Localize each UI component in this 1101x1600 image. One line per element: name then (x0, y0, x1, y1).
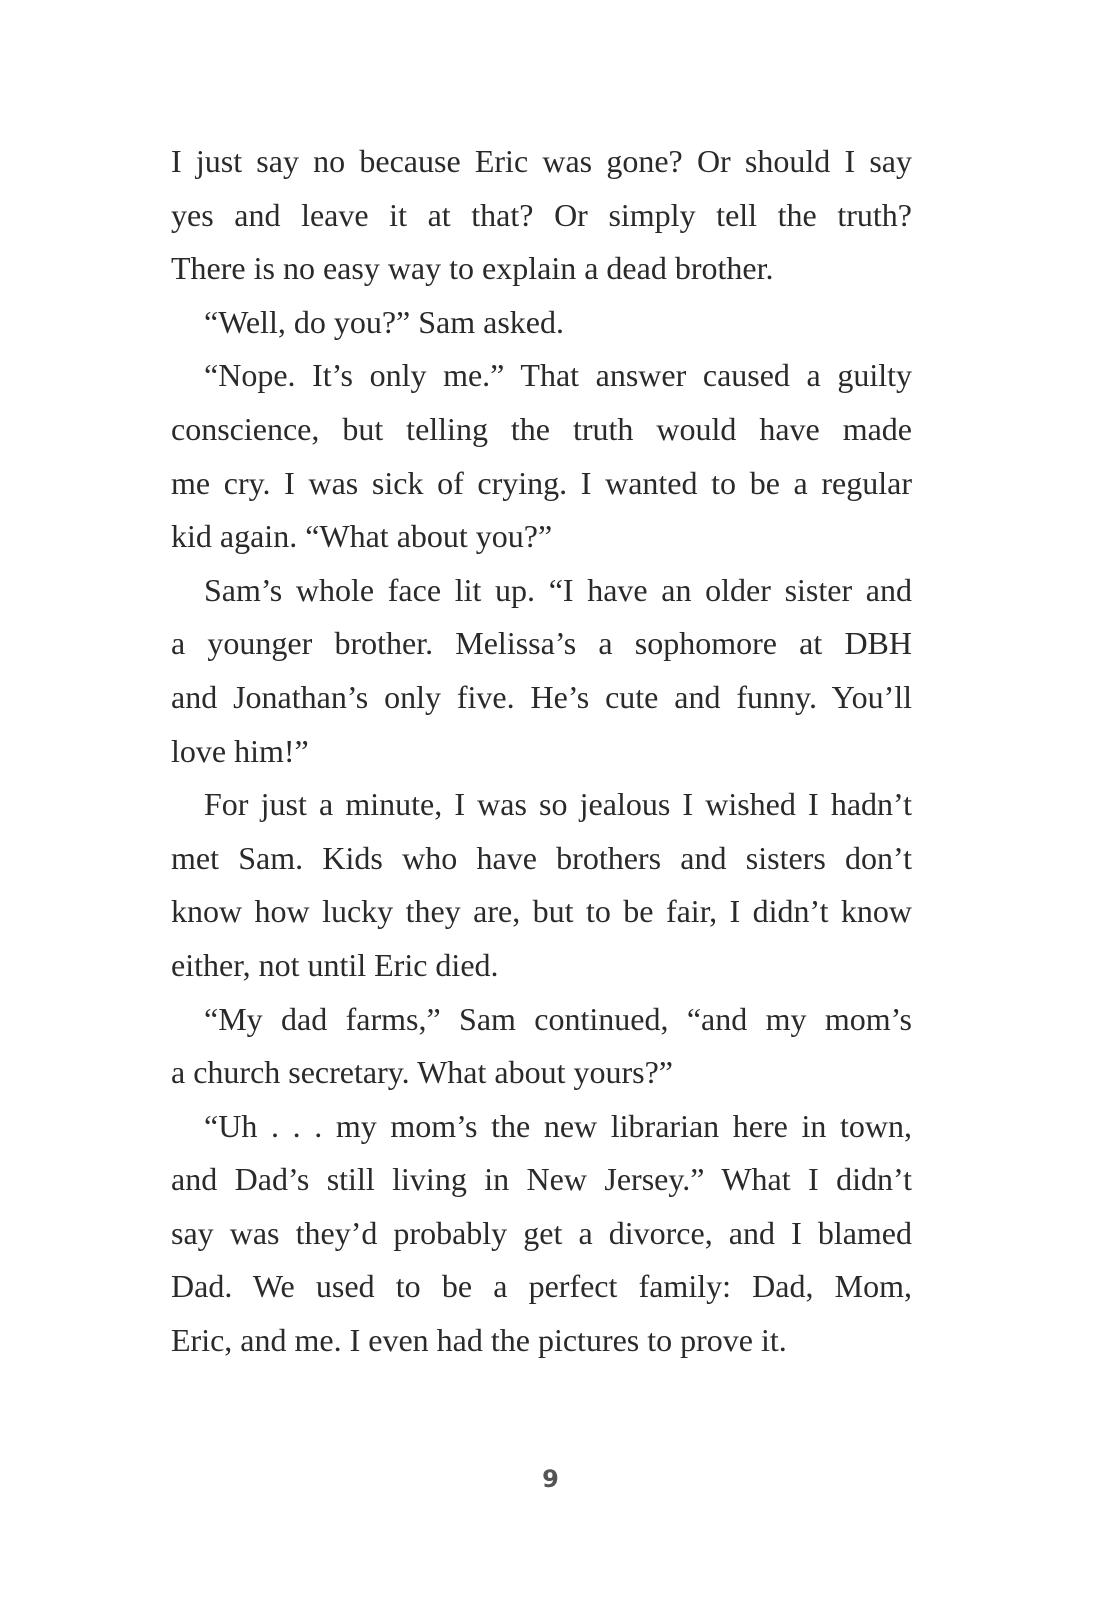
text-line: There is no easy way to explain a dead brother. (171, 250, 774, 287)
text-line: I just say no because Eric was gone? Or should I say (171, 143, 912, 179)
text-line: and Dad’s still living in New Jersey.” What I didn’t (171, 1161, 912, 1198)
text-line: love him!” (171, 732, 309, 769)
text-line: me cry. I was sick of crying. I wanted to be a regular (171, 464, 912, 501)
text-line: a church secretary. What about yours?” (171, 1054, 673, 1091)
text-line: “My dad farms,” Sam continued, “and my mom’s (204, 1000, 912, 1037)
text-line: “Well, do you?” Sam asked. (204, 303, 564, 340)
body-text (171, 135, 912, 1368)
text-line: Eric, and me. I even had the pictures to prove it. (171, 1322, 787, 1359)
text-line: a younger brother. Melissa’s a sophomore at DBH (171, 625, 912, 662)
text-line: kid again. “What about you?” (171, 518, 553, 555)
text-line: met Sam. Kids who have brothers and sisters don’t (171, 839, 912, 876)
page-number: 9 (542, 1465, 559, 1493)
text-line: and Jonathan’s only five. He’s cute and funny. You’ll (171, 678, 912, 715)
text-line: For just a minute, I was so jealous I wished I hadn’t (204, 786, 912, 823)
text-line: either, not until Eric died. (171, 946, 499, 983)
text-line: “Nope. It’s only me.” That answer caused a guilty (204, 357, 912, 394)
text-line: conscience, but telling the truth would have made (171, 410, 912, 447)
text-line: yes and leave it at that? Or simply tell the truth? (171, 196, 912, 233)
text-line: Sam’s whole face lit up. “I have an older sister and (204, 571, 912, 608)
text-line: “Uh . . . my mom’s the new librarian here in town, (204, 1107, 912, 1144)
text-line: Dad. We used to be a perfect family: Dad, Mom, (171, 1268, 912, 1305)
text-line: say was they’d probably get a divorce, and I blamed (171, 1214, 912, 1251)
text-line: know how lucky they are, but to be fair, I didn’t know (171, 893, 912, 930)
